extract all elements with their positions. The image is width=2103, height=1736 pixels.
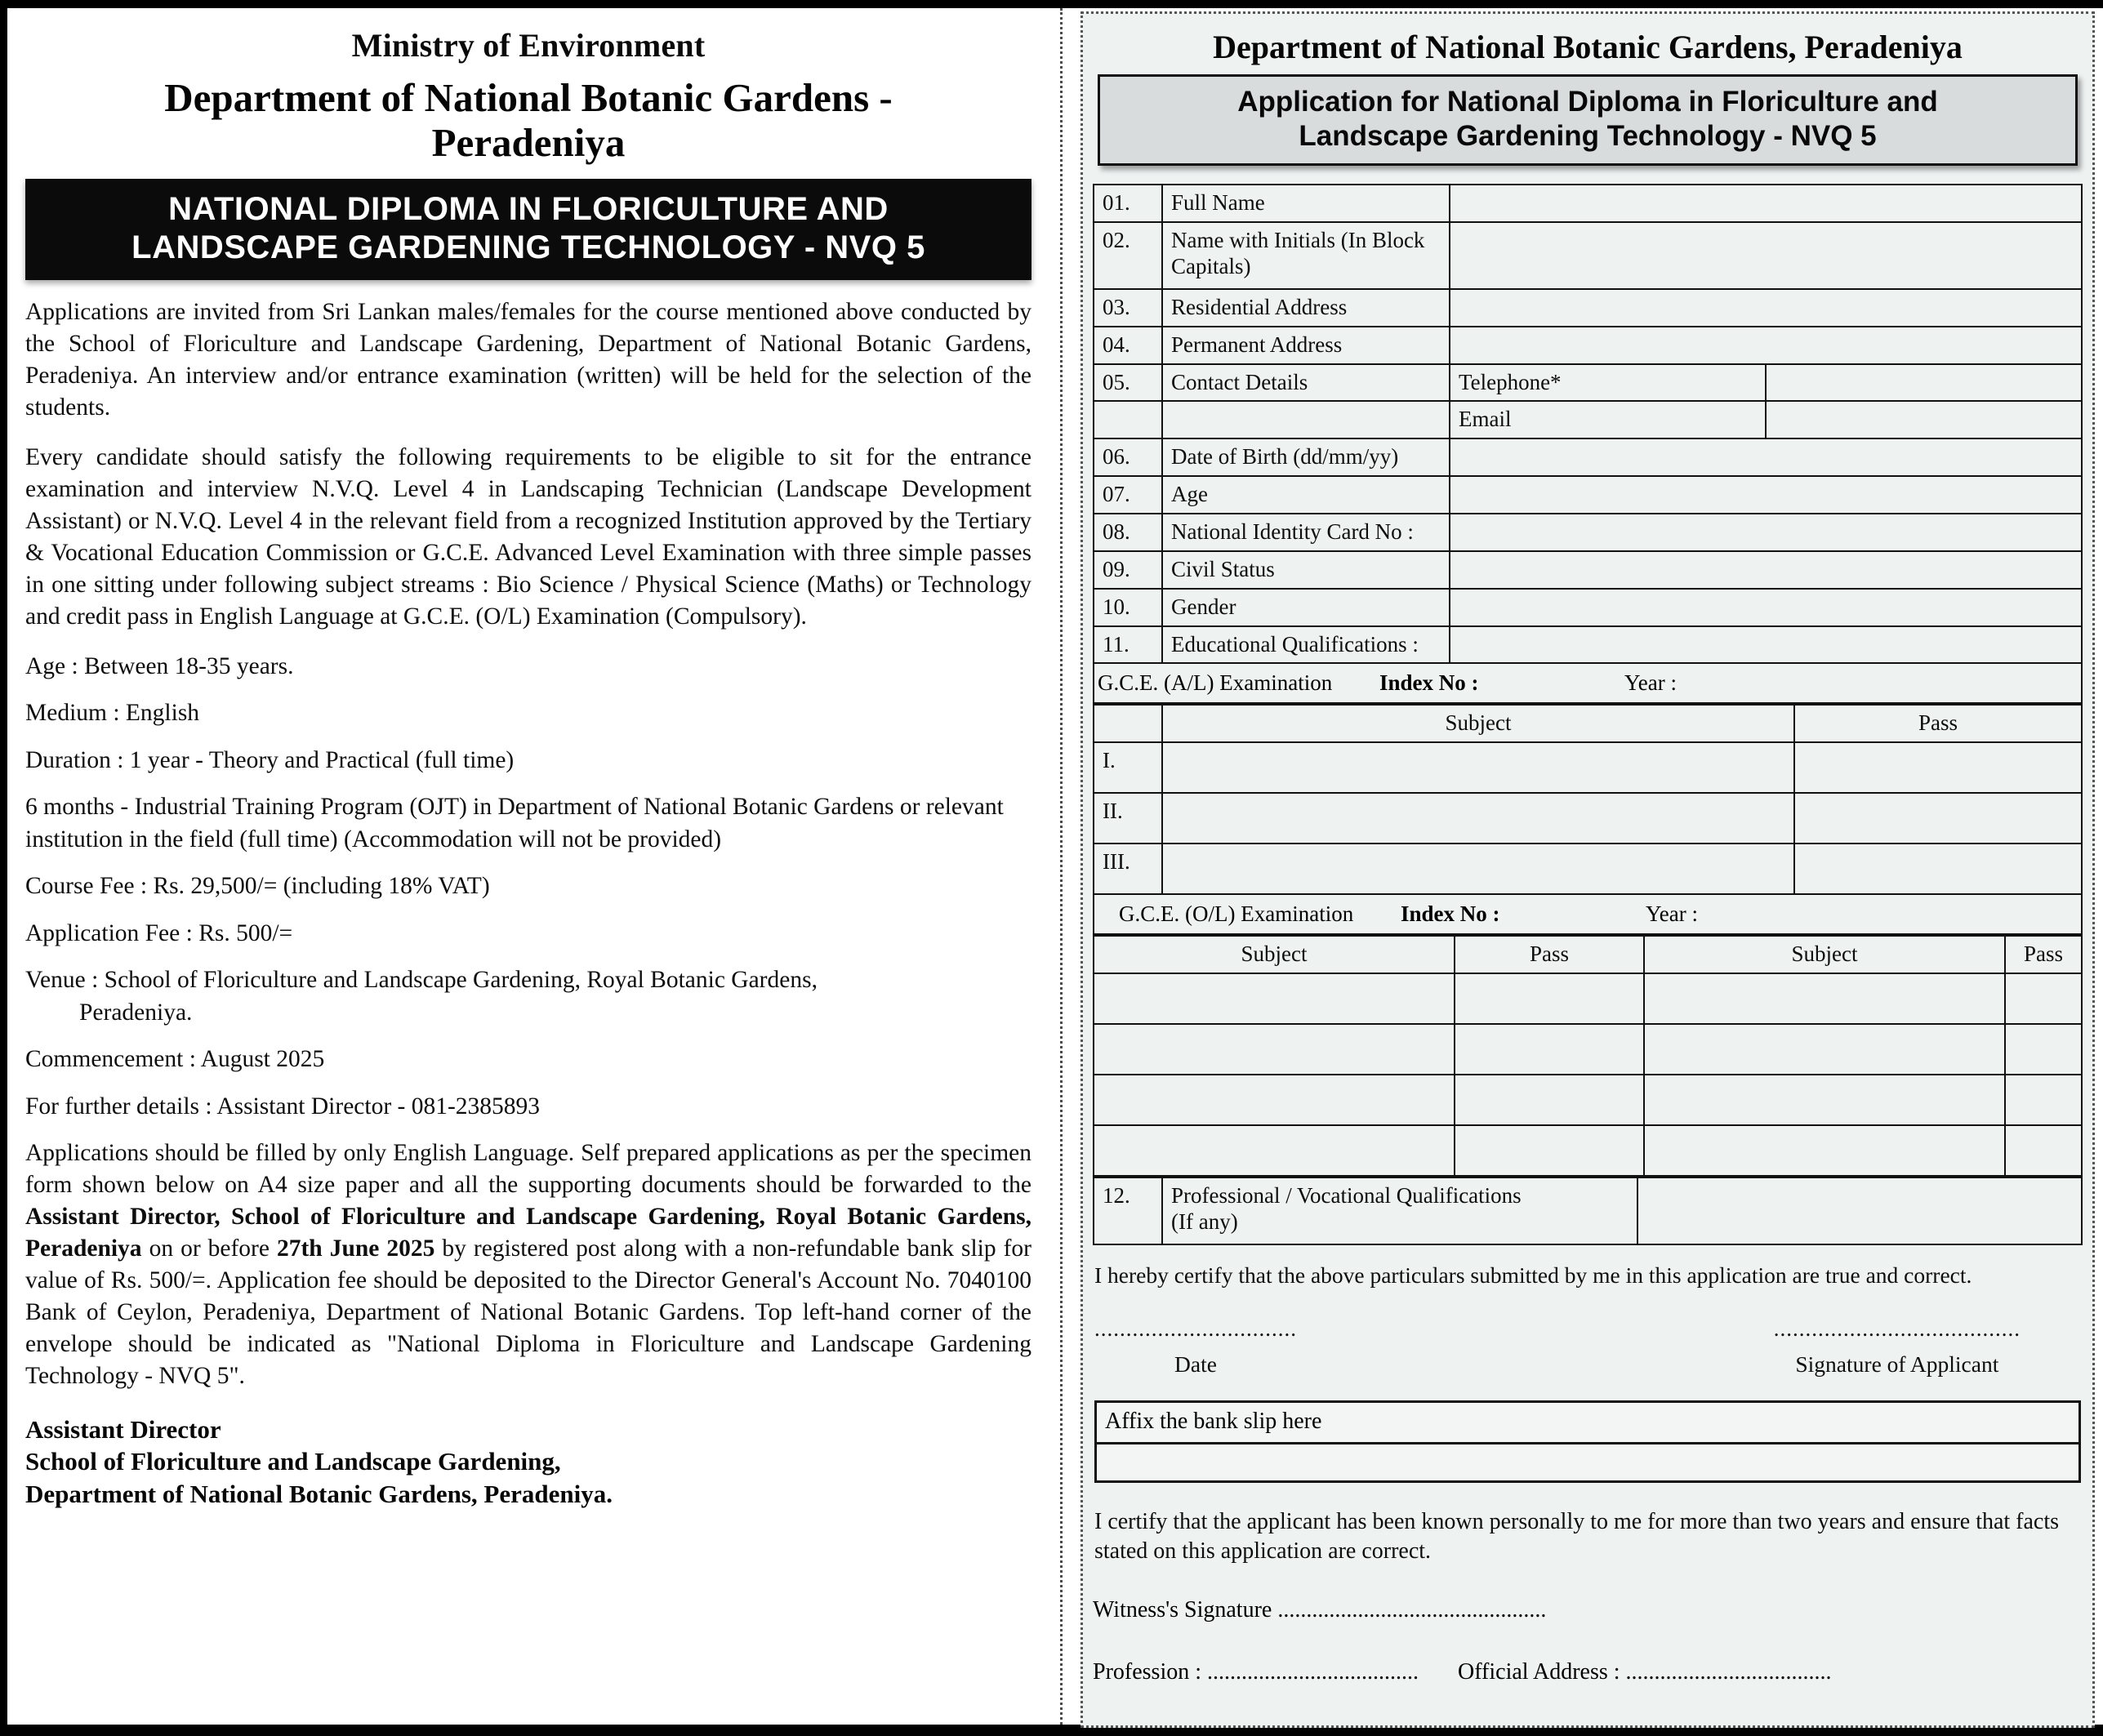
field-number: 10. — [1094, 589, 1162, 626]
submission-part-c: on or before — [141, 1235, 277, 1262]
signature-label: Signature of Applicant — [1795, 1351, 1999, 1377]
ol-subject2-input[interactable] — [1644, 1075, 2005, 1125]
applicant-declaration-text: I hereby certify that the above particulars submitted by me in this application are true and correct. — [1094, 1262, 1972, 1289]
field-number: 12. — [1094, 1177, 1162, 1244]
al-year-label: Year : — [1624, 670, 1677, 696]
department-title — [25, 76, 1031, 166]
field-label-gender: Gender — [1162, 589, 1450, 626]
department-title-line2: Peradeniya — [431, 119, 626, 165]
date-label: Date — [1174, 1351, 1217, 1377]
field-number: 03. — [1094, 289, 1162, 327]
ol-subjects-table — [1093, 935, 2083, 1177]
al-subject-input[interactable] — [1162, 742, 1794, 793]
ol-subject2-input[interactable] — [1644, 1125, 2005, 1176]
al-exam-label: G.C.E. (A/L) Examination — [1098, 670, 1333, 696]
field-number: 11. — [1094, 626, 1162, 664]
field-number: 04. — [1094, 327, 1162, 364]
table-header-row — [1094, 705, 2082, 742]
signatory-school: School of Floriculture and Landscape Gardening, — [25, 1447, 561, 1476]
signature-dotted-line: ....................................... — [1773, 1315, 2021, 1341]
ol-subject2-input[interactable] — [1644, 973, 2005, 1024]
application-form-column — [1077, 8, 2103, 1725]
ol-subject-col-header: Subject — [1094, 936, 1455, 973]
table-row — [1094, 401, 2082, 438]
field-label-name-initials: Name with Initials (In Block Capitals) — [1162, 222, 1450, 289]
ol-year-label: Year : — [1646, 901, 1699, 927]
bank-slip-box[interactable] — [1094, 1400, 2081, 1483]
field-label-line1: Professional / Vocational Qualifications — [1171, 1183, 1522, 1209]
field-label-residential-address: Residential Address — [1162, 289, 1450, 327]
column-divider — [1049, 8, 1077, 1725]
ol-subject-input[interactable] — [1094, 1075, 1455, 1125]
date-field[interactable] — [1094, 1315, 1297, 1378]
ol-pass2-col-header: Pass — [2005, 936, 2082, 973]
al-subject-input[interactable] — [1162, 844, 1794, 894]
ol-subject2-input[interactable] — [1644, 1024, 2005, 1075]
table-row — [1094, 514, 2082, 551]
ol-subject-input[interactable] — [1094, 1024, 1455, 1075]
field-number: 08. — [1094, 514, 1162, 551]
table-row — [1094, 793, 2082, 844]
al-subjects-table — [1093, 704, 2083, 895]
submission-part-a: Applications should be filled by only English Language. Self prepared applications as per the specimen form shown below on A4 size paper and all the supporting documents should be forwarded to the — [25, 1140, 1031, 1199]
field-input-civil-status[interactable] — [1450, 551, 2082, 589]
al-row-label: II. — [1094, 793, 1162, 844]
course-banner-line2: LANDSCAPE GARDENING TECHNOLOGY - NVQ 5 — [131, 229, 925, 265]
field-label-civil-status: Civil Status — [1162, 551, 1450, 589]
signatory-title: Assistant Director — [25, 1414, 221, 1444]
professional-qualifications-table — [1093, 1177, 2083, 1245]
ol-exam-header — [1093, 895, 2083, 935]
field-input-name-initials[interactable] — [1450, 222, 2082, 289]
ol-subject2-col-header: Subject — [1644, 936, 2005, 973]
al-row-label: I. — [1094, 742, 1162, 793]
witness-declaration-text: I certify that the applicant has been known personally to me for more than two years and ensure that facts stated on this application are correct. — [1094, 1508, 2060, 1564]
field-input-telephone[interactable] — [1766, 364, 2082, 402]
signatory-block — [25, 1413, 1031, 1511]
al-roman-col-header — [1094, 705, 1162, 742]
field-label-age: Age — [1162, 476, 1450, 514]
table-row — [1094, 364, 2082, 402]
form-banner-line1: Application for National Diploma in Floriculture and — [1237, 86, 1938, 118]
field-label-telephone: Telephone* — [1450, 364, 1766, 402]
field-number-empty — [1094, 401, 1162, 438]
ministry-title: Ministry of Environment — [351, 27, 706, 64]
field-label-full-name: Full Name — [1162, 185, 1450, 222]
duration-requirement: Duration : 1 year - Theory and Practical (full time) — [25, 746, 515, 773]
field-number: 09. — [1094, 551, 1162, 589]
table-row — [1094, 973, 2082, 1024]
course-banner — [25, 179, 1031, 280]
field-input-professional-qualifications[interactable] — [1637, 1177, 2082, 1244]
eligibility-paragraph: Every candidate should satisfy the following requirements to be eligible to sit for the entrance examination and interview N.V.Q. Level 4 in Landscaping Technician (Landscape Development Assistant) or N.V.Q. Level 4 in the relevant field from a recognized Institution approved by the Tertiary & Vocational Education Commission or G.C.E. Advanced Level Examination with three simple passes in one sitting under following subject streams : Bio Science / Physical Science (Maths) or Technology and credit pass in English Language at G.C.E. (O/L) Examination (Compulsory). — [25, 443, 1031, 630]
table-row — [1094, 1177, 2082, 1244]
al-pass-input[interactable] — [1794, 793, 2082, 844]
form-banner — [1098, 74, 2078, 166]
witness-details-row — [1093, 1659, 2083, 1685]
field-label-nic: National Identity Card No : — [1162, 514, 1450, 551]
further-details: For further details : Assistant Director - 081-2385893 — [25, 1093, 541, 1119]
ol-subject-input[interactable] — [1094, 1125, 1455, 1176]
table-row — [1094, 1125, 2082, 1176]
al-subject-col-header: Subject — [1162, 705, 1794, 742]
ol-pass-col-header: Pass — [1455, 936, 1644, 973]
course-banner-line1: NATIONAL DIPLOMA IN FLORICULTURE AND — [168, 190, 889, 227]
field-input-date-of-birth[interactable] — [1450, 438, 2082, 476]
field-input-residential-address[interactable] — [1450, 289, 2082, 327]
venue — [25, 964, 1031, 1029]
venue-line2: Peradeniya. — [79, 999, 193, 1026]
form-banner-line2: Landscape Gardening Technology - NVQ 5 — [1299, 120, 1877, 152]
table-row — [1094, 289, 2082, 327]
table-row — [1094, 551, 2082, 589]
field-number: 06. — [1094, 438, 1162, 476]
table-row — [1094, 185, 2082, 222]
field-input-full-name[interactable] — [1450, 185, 2082, 222]
table-header-row — [1094, 936, 2082, 973]
commencement: Commencement : August 2025 — [25, 1046, 325, 1073]
form-department-title: Department of National Botanic Gardens, Peradeniya — [1213, 29, 1963, 65]
table-row — [1094, 844, 2082, 894]
al-index-no-label: Index No : — [1379, 670, 1479, 696]
table-row — [1094, 626, 2082, 664]
notice-column — [7, 8, 1049, 1725]
witness-signature-field[interactable]: Witness's Signature ............................................... — [1093, 1597, 1547, 1623]
field-label-educational-qualifications: Educational Qualifications : — [1162, 626, 1450, 664]
applicant-signature-row — [1094, 1315, 2078, 1378]
field-input-age[interactable] — [1450, 476, 2082, 514]
profession-field[interactable]: Profession : ..................................... — [1093, 1659, 1419, 1685]
al-exam-header — [1093, 664, 2083, 704]
al-pass-input[interactable] — [1794, 844, 2082, 894]
bank-slip-area[interactable] — [1097, 1444, 2078, 1480]
al-pass-input[interactable] — [1794, 742, 2082, 793]
table-row — [1094, 327, 2082, 364]
ol-pass2-input[interactable] — [2005, 973, 2082, 1024]
field-number: 07. — [1094, 476, 1162, 514]
ojt-requirement: 6 months - Industrial Training Program (OJT) in Department of National Botanic Gardens or relevant institution in the field (full time) (Accommodation will not be provided) — [25, 794, 1004, 852]
ol-pass-input[interactable] — [1455, 1024, 1644, 1075]
applicant-details-table — [1093, 184, 2083, 664]
al-subject-input[interactable] — [1162, 793, 1794, 844]
ol-pass2-input[interactable] — [2005, 1075, 2082, 1125]
ol-exam-label: G.C.E. (O/L) Examination — [1119, 901, 1354, 927]
field-input-permanent-address[interactable] — [1450, 327, 2082, 364]
applicant-signature-field[interactable] — [1773, 1315, 2021, 1378]
venue-line1: Venue : School of Floriculture and Landscape Gardening, Royal Botanic Gardens, — [25, 967, 818, 994]
application-form-card — [1080, 11, 2095, 1728]
submission-address-bold: Assistant Director, School of Floriculture and Landscape Gardening, Royal Botanic Gardens, Peradeniya — [25, 1204, 1031, 1262]
table-row — [1094, 1075, 2082, 1125]
bank-slip-label: Affix the bank slip here — [1097, 1403, 2078, 1444]
field-label-date-of-birth: Date of Birth (dd/mm/yy) — [1162, 438, 1450, 476]
field-input-educational-qualifications[interactable] — [1450, 626, 2082, 664]
ol-subject-input[interactable] — [1094, 973, 1455, 1024]
al-row-label: III. — [1094, 844, 1162, 894]
field-number: 05. — [1094, 364, 1162, 402]
ol-pass2-input[interactable] — [2005, 1024, 2082, 1075]
signatory-department: Department of National Botanic Gardens, Peradeniya. — [25, 1480, 613, 1509]
field-input-email[interactable] — [1766, 401, 2082, 438]
field-number: 02. — [1094, 222, 1162, 289]
table-row — [1094, 742, 2082, 793]
submission-part-e: by registered post along with a non-refundable bank slip for value of Rs. 500/=. Application fee should be deposited to the Director General's Account No. 7040100 Bank of Ceylon, Peradeniya, Department of National Botanic Gardens. Top left-hand corner of the envelope should be indicated as "National Diploma in Floriculture and Landscape Gardening Technology - NVQ 5". — [25, 1235, 1031, 1389]
application-fee: Application Fee : Rs. 500/= — [25, 919, 293, 946]
ol-pass-input[interactable] — [1455, 973, 1644, 1024]
field-label-professional-qualifications — [1162, 1177, 1637, 1244]
table-row — [1094, 438, 2082, 476]
medium-requirement: Medium : English — [25, 700, 200, 727]
intro-paragraph: Applications are invited from Sri Lankan males/females for the course mentioned above conducted by the School of Floriculture and Landscape Gardening, Department of National Botanic Gardens, Peradeniya. An interview and/or entrance examination (written) will be held for the selection of the students. — [25, 299, 1031, 421]
ol-pass-input[interactable] — [1455, 1125, 1644, 1176]
field-label-email: Email — [1450, 401, 1766, 438]
table-row — [1094, 589, 2082, 626]
al-pass-col-header: Pass — [1794, 705, 2082, 742]
department-title-line1: Department of National Botanic Gardens - — [164, 75, 893, 120]
table-row — [1094, 476, 2082, 514]
official-address-field[interactable]: Official Address : .................................... — [1458, 1659, 1832, 1685]
submission-deadline: 27th June 2025 — [276, 1235, 435, 1262]
field-label-permanent-address: Permanent Address — [1162, 327, 1450, 364]
table-row — [1094, 222, 2082, 289]
ol-pass-input[interactable] — [1455, 1075, 1644, 1125]
field-input-gender[interactable] — [1450, 589, 2082, 626]
date-dotted-line: ................................ — [1094, 1315, 1297, 1341]
course-fee: Course Fee : Rs. 29,500/= (including 18% VAT) — [25, 873, 490, 900]
ol-pass2-input[interactable] — [2005, 1125, 2082, 1176]
field-label-empty — [1162, 401, 1450, 438]
field-number: 01. — [1094, 185, 1162, 222]
field-label-contact-details: Contact Details — [1162, 364, 1450, 402]
ol-index-no-label: Index No : — [1401, 901, 1500, 927]
field-input-nic[interactable] — [1450, 514, 2082, 551]
age-requirement: Age : Between 18-35 years. — [25, 652, 294, 679]
field-label-line2: (If any) — [1171, 1209, 1238, 1235]
table-row — [1094, 1024, 2082, 1075]
submission-paragraph — [25, 1137, 1031, 1392]
